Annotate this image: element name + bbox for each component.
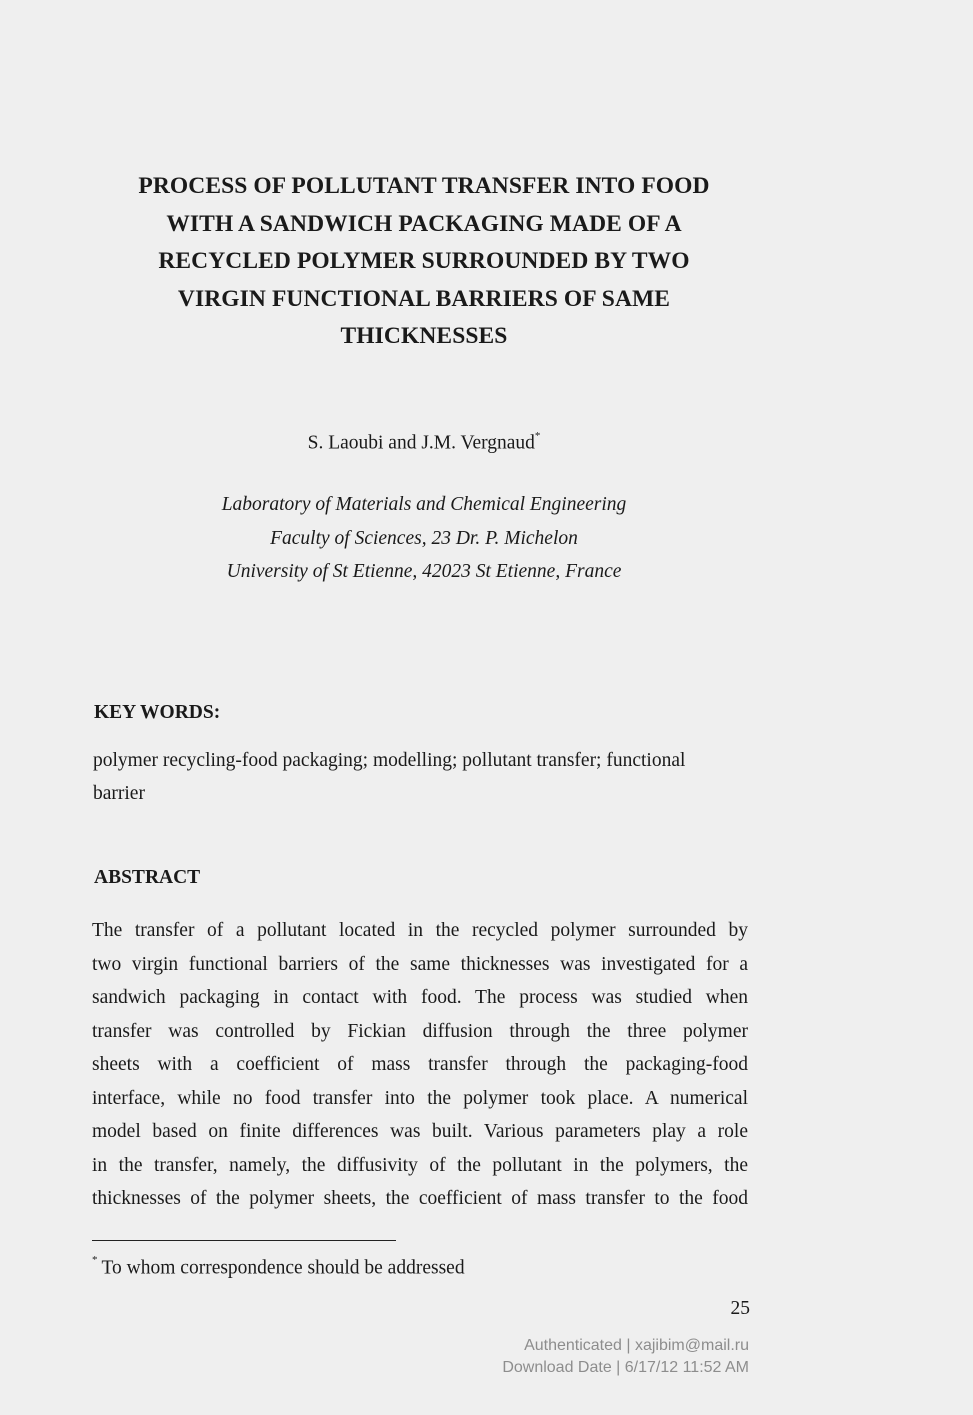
title-line: RECYCLED POLYMER SURROUNDED BY TWO	[158, 248, 690, 274]
watermark-date: Download Date | 6/17/12 11:52 AM	[502, 1359, 749, 1376]
authors	[100, 424, 748, 458]
abstract-line: The transfer of a pollutant located in the recycled polymer surrounded by	[92, 920, 748, 941]
keywords-line: barrier	[93, 783, 145, 804]
page-number: 25	[730, 1298, 750, 1319]
author-names: S. Laoubi and J.M. Vergnaud	[307, 432, 535, 454]
abstract-line: sandwich packaging in contact with food. The process was studied when	[92, 987, 748, 1008]
keywords-text	[93, 744, 749, 810]
footnote-text: To whom correspondence should be addressed	[101, 1257, 465, 1279]
affiliation-line: University of St Etienne, 42023 St Etienne, France	[226, 561, 622, 582]
keywords-line: polymer recycling-food packaging; modelling; pollutant transfer; functional	[93, 750, 686, 771]
title-line: WITH A SANDWICH PACKAGING MADE OF A	[166, 210, 682, 237]
footnote-divider	[92, 1240, 396, 1241]
affiliation-line: Laboratory of Materials and Chemical Engineering	[221, 494, 627, 515]
title-line: PROCESS OF POLLUTANT TRANSFER INTO FOOD	[138, 173, 710, 199]
title-line: VIRGIN FUNCTIONAL BARRIERS OF SAME	[177, 285, 671, 312]
abstract-line: two virgin functional barriers of the same thicknesses was investigated for a	[92, 953, 748, 975]
download-watermark	[502, 1335, 749, 1379]
abstract-body	[92, 914, 748, 1216]
abstract-line: interface, while no food transfer into the polymer took place. A numerical	[92, 1087, 748, 1109]
affiliation	[100, 488, 748, 589]
paper-title	[100, 168, 748, 356]
footnote-marker: *	[92, 1254, 98, 1266]
keywords-heading: KEY WORDS:	[94, 702, 221, 723]
abstract-line: in the transfer, namely, the diffusivity of the pollutant in the polymers, the	[92, 1154, 748, 1176]
watermark-auth: Authenticated | xajibim@mail.ru	[524, 1337, 749, 1354]
correspondence-marker: *	[534, 430, 541, 442]
abstract-line: sheets with a coefficient of mass transfer through the packaging-food	[92, 1054, 748, 1075]
abstract-line: model based on finite differences was built. Various parameters play a role	[92, 1121, 748, 1142]
title-line: THICKNESSES	[340, 323, 508, 349]
abstract-heading: ABSTRACT	[94, 867, 201, 888]
abstract-line: thicknesses of the polymer sheets, the coefficient of mass transfer to the food	[92, 1188, 748, 1209]
affiliation-line: Faculty of Sciences, 23 Dr. P. Michelon	[270, 527, 578, 549]
abstract-line: transfer was controlled by Fickian diffusion through the three polymer	[92, 1020, 748, 1042]
footnote	[92, 1250, 465, 1282]
